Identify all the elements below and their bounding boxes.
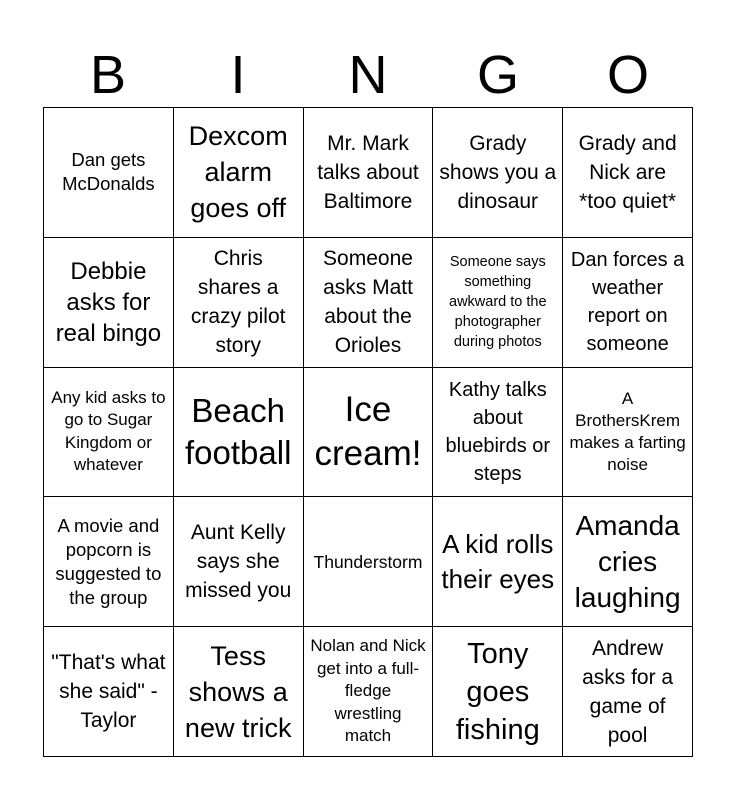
bingo-cell-text: Aunt Kelly says she missed you	[185, 521, 292, 603]
bingo-cell-r3-c3[interactable]	[304, 368, 434, 498]
bingo-cell-r3-c5[interactable]	[563, 368, 693, 498]
bingo-cell-r1-c5[interactable]	[563, 108, 693, 238]
bingo-cell-r1-c1[interactable]	[44, 108, 174, 238]
bingo-cell-r5-c3[interactable]	[304, 627, 434, 757]
bingo-cell-text: A kid rolls their eyes	[441, 528, 555, 594]
bingo-cell-text: "That's what she said" - Taylor	[51, 651, 166, 733]
bingo-cell-r1-c3[interactable]	[304, 108, 434, 238]
bingo-cell-text: Grady and Nick are *too quiet*	[578, 131, 677, 213]
header-letter-i: I	[230, 45, 246, 105]
bingo-cell-r4-c1[interactable]	[44, 497, 174, 627]
bingo-cell-r5-c1[interactable]	[44, 627, 174, 757]
bingo-cell-text: Andrew asks for a game of pool	[582, 636, 674, 747]
bingo-card-grid	[43, 107, 693, 757]
bingo-cell-r5-c4[interactable]	[433, 627, 563, 757]
bingo-cell-text: Amanda cries laughing	[574, 509, 681, 613]
bingo-cell-r5-c5[interactable]	[563, 627, 693, 757]
bingo-cell-text: A BrothersKrem makes a farting noise	[569, 388, 686, 474]
bingo-cell-r3-c4[interactable]	[433, 368, 563, 498]
bingo-cell-text: Tess shows a new trick	[184, 640, 292, 743]
header-letter-g: G	[476, 45, 519, 105]
bingo-cell-text: Dexcom alarm goes off	[188, 121, 288, 224]
bingo-cell-r1-c4[interactable]	[433, 108, 563, 238]
bingo-cell-text: Chris shares a crazy pilot story	[190, 247, 286, 358]
bingo-cell-r2-c4[interactable]	[433, 238, 563, 368]
bingo-cell-r3-c1[interactable]	[44, 368, 174, 498]
bingo-cell-text: Ice cream!	[314, 389, 422, 473]
bingo-cell-text: Grady shows you a dinosaur	[439, 131, 557, 213]
bingo-cell-r2-c1[interactable]	[44, 238, 174, 368]
bingo-cell-text: Beach football	[184, 391, 292, 471]
bingo-cell-text: Kathy talks about bluebirds or steps	[445, 378, 551, 485]
bingo-cell-text: Someone asks Matt about the Orioles	[323, 247, 413, 358]
bingo-cell-r2-c3[interactable]	[304, 238, 434, 368]
bingo-cell-r2-c2[interactable]	[174, 238, 304, 368]
bingo-cell-r4-c5[interactable]	[563, 497, 693, 627]
bingo-cell-text: Someone says something awkward to the photographer during photos	[449, 254, 547, 351]
bingo-cell-text: A movie and popcorn is suggested to the group	[55, 514, 162, 608]
bingo-cell-r4-c4[interactable]	[433, 497, 563, 627]
bingo-cell-text: Thunderstorm	[313, 551, 423, 572]
bingo-header	[43, 44, 693, 106]
bingo-cell-r2-c5[interactable]	[563, 238, 693, 368]
bingo-cell-text: Debbie asks for real bingo	[55, 257, 162, 347]
bingo-cell-text: Dan forces a weather report on someone	[570, 249, 685, 356]
bingo-cell-r5-c2[interactable]	[174, 627, 304, 757]
header-letter-b: B	[89, 45, 127, 105]
bingo-cell-text: Nolan and Nick get into a full-fledge wrestling match	[310, 636, 426, 746]
header-letter-o: O	[606, 45, 649, 105]
bingo-cell-r3-c2[interactable]	[174, 368, 304, 498]
bingo-cell-text: Tony goes fishing	[455, 637, 540, 746]
bingo-cell-r1-c2[interactable]	[174, 108, 304, 238]
bingo-cell-text: Dan gets McDonalds	[62, 149, 155, 195]
bingo-cell-text: Mr. Mark talks about Baltimore	[317, 131, 419, 213]
header-letter-n: N	[348, 45, 388, 105]
bingo-cell-text: Any kid asks to go to Sugar Kingdom or whatever	[51, 387, 166, 475]
bingo-cell-r4-c3[interactable]	[304, 497, 434, 627]
bingo-cell-r4-c2[interactable]	[174, 497, 304, 627]
